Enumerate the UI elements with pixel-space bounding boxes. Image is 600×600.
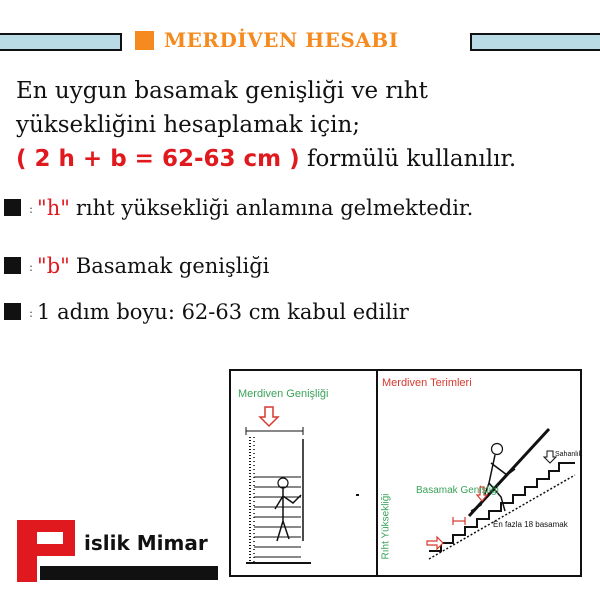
intro-line-3-suffix: formülü kullanılır. <box>299 146 517 172</box>
colon-dots-icon: : <box>29 260 34 274</box>
intro-paragraph <box>16 74 591 176</box>
header-bar-right <box>470 33 600 51</box>
bullet-text-h: rıht yüksekliği anlamına gelmektedir. <box>75 196 474 220</box>
colon-dots-icon: : <box>29 306 34 320</box>
label-basamak-genisligi: Basamak Genişliği <box>416 485 499 496</box>
stair-diagram <box>229 369 582 577</box>
logo-underline-bar <box>40 566 218 580</box>
logo-text: islik Mimar <box>84 531 208 555</box>
bullet-square-icon <box>4 303 21 320</box>
label-riht-yuksekligi: Rıht Yüksekliği <box>380 493 392 560</box>
front-view <box>246 407 359 563</box>
bullet-text-b: Basamak genişliği <box>75 254 270 278</box>
bullet-text-step: 1 adım boyu: 62-63 cm kabul edilir <box>37 300 409 324</box>
intro-line-2: yüksekliğini hesaplamak için; <box>16 112 361 138</box>
bullet-h <box>4 196 473 220</box>
panel-divider <box>376 371 378 575</box>
bullet-symbol-h: "h" <box>37 196 70 220</box>
colon-dots-icon: : <box>29 202 34 216</box>
page-title: MERDİVEN HESABI <box>164 28 399 52</box>
stair-diagram-figure <box>231 371 583 575</box>
bullet-square-icon <box>4 199 21 216</box>
header <box>0 28 600 56</box>
label-merdiven-terimleri: Merdiven Terimleri <box>382 377 472 389</box>
intro-line-1: En uygun basamak genişliği ve rıht <box>16 78 428 104</box>
bullet-square-icon <box>4 257 21 274</box>
bullet-symbol-b: "b" <box>37 254 70 278</box>
bullet-step <box>4 300 409 324</box>
intro-line-3 <box>16 142 591 176</box>
title-square-icon <box>135 31 154 50</box>
label-merdiven-genisligi: Merdiven Genişliği <box>238 388 329 400</box>
label-sahanlik: Sahanlık <box>555 451 583 458</box>
bullet-b <box>4 254 269 278</box>
header-bar-left <box>0 33 122 51</box>
formula: ( 2 h + b = 62-63 cm ) <box>16 146 300 172</box>
label-max-steps: En fazla 18 basamak <box>493 520 568 529</box>
